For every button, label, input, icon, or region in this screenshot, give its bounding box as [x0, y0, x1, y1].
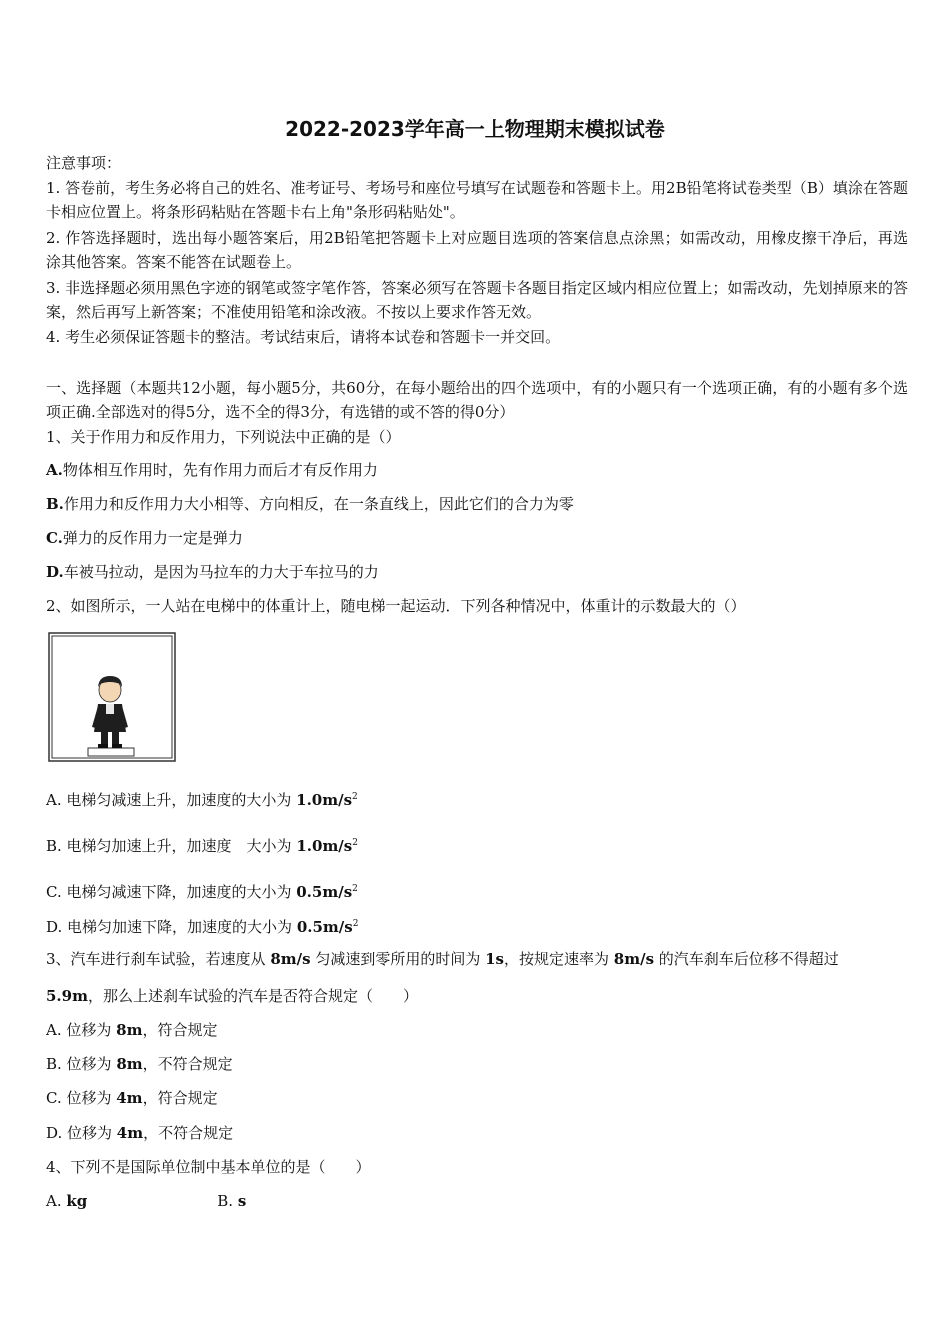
section-heading: 一、选择题（本题共12小题，每小题5分，共60分，在每小题给出的四个选项中，有的小题只有一个选项正确，有的小题有多个选项正确.全部选对的得5分，选不全的得3分，有选错的或不答的得0分）: [46, 379, 908, 421]
q2-option-b: [46, 832, 358, 857]
stem-text: 3、汽车进行刹车试验，若速度从: [46, 950, 271, 968]
option-exponent: 2: [352, 792, 358, 802]
q4-options-row: [46, 1190, 246, 1212]
elevator-figure: [48, 632, 176, 762]
option-text: B.: [217, 1192, 238, 1210]
option-value: 1.0m/s: [296, 791, 353, 809]
q2-stem: 2、如图所示，一人站在电梯中的体重计上，随电梯一起运动．下列各种情况中，体重计的示数最大的（）: [46, 597, 746, 615]
option-value: 8m: [116, 1021, 143, 1039]
option-letter: B.: [46, 495, 64, 513]
option-text: ，符合规定: [142, 1021, 218, 1039]
note-item-3: 3. 非选择题必须用黑色字迹的钢笔或签字笔作答，答案必须写在答题卡各题目指定区域内相应位置上；如需改动，先划掉原来的答案，然后再写上新答案；不准使用铅笔和涂改液。不按以上要求作答无效。: [46, 279, 908, 321]
stem-text: 匀减速到零所用的时间为: [310, 950, 486, 968]
q2-option-a: [46, 786, 358, 811]
option-text: 车被马拉动，是因为马拉车的力大于车拉马的力: [63, 563, 379, 581]
option-letter: D.: [46, 563, 64, 581]
option-text: D. 位移为: [46, 1124, 117, 1142]
option-exponent: 2: [352, 919, 359, 929]
option-letter: C.: [46, 529, 63, 547]
q1-option-a: [46, 459, 378, 481]
option-value: s: [237, 1192, 247, 1210]
option-text: D. 电梯匀加速下降，加速度的大小为: [46, 918, 297, 936]
q1-option-b: [46, 493, 574, 515]
elevator-scale-person-icon: [48, 632, 176, 762]
option-text: B. 位移为: [46, 1055, 117, 1073]
stem-value: 8m/s: [270, 950, 311, 968]
q3-option-d: [46, 1122, 233, 1144]
option-value: 8m: [116, 1055, 143, 1073]
option-text: 作用力和反作用力大小相等、方向相反，在一条直线上，因此它们的合力为零: [63, 495, 574, 513]
q3-stem-line1: [46, 948, 839, 970]
option-value: 4m: [116, 1124, 144, 1142]
notes-heading: 注意事项：: [46, 154, 122, 172]
q4-option-a: [46, 1192, 87, 1210]
q4-stem: 4、下列不是国际单位制中基本单位的是（ ）: [46, 1158, 371, 1176]
option-text: A. 电梯匀减速上升，加速度的大小为: [46, 791, 297, 809]
note-item-1: 1. 答卷前，考生务必将自己的姓名、准考证号、考场号和座位号填写在试题卷和答题卡上。用2B铅笔将试卷类型（B）填涂在答题卡相应位置上。将条形码粘贴在答题卡右上角"条形码粘贴处"。: [46, 179, 908, 221]
option-value: 0.5m/s: [296, 883, 353, 901]
option-value: 0.5m/s: [296, 918, 353, 936]
stem-value: 8m/s: [613, 950, 655, 968]
stem-text: ，那么上述刹车试验的汽车是否符合规定（ ）: [87, 987, 418, 1005]
note-item-4: 4. 考生必须保证答题卡的整洁。考试结束后，请将本试卷和答题卡一并交回。: [46, 328, 561, 346]
option-text: 物体相互作用时，先有作用力而后才有反作用力: [62, 461, 378, 479]
option-exponent: 2: [352, 884, 358, 894]
stem-text: 的汽车刹车后位移不得超过: [654, 950, 839, 968]
option-text: 弹力的反作用力一定是弹力: [62, 529, 243, 547]
option-value: kg: [66, 1192, 88, 1210]
option-text: C. 位移为: [46, 1089, 117, 1107]
stem-text: ，按规定速率为: [504, 950, 614, 968]
q3-option-c: [46, 1087, 218, 1109]
option-text: B. 电梯匀加速上升，加速度 大小为: [46, 837, 297, 855]
option-letter: A.: [46, 461, 63, 479]
q1-option-c: [46, 527, 243, 549]
option-text: ，符合规定: [142, 1089, 218, 1107]
q1-option-d: [46, 561, 379, 583]
note-item-2: 2. 作答选择题时，选出每小题答案后，用2B铅笔把答题卡上对应题目选项的答案信息点涂黑；如需改动，用橡皮擦干净后，再选涂其他答案。答案不能答在试题卷上。: [46, 229, 908, 271]
q3-option-b: [46, 1053, 233, 1075]
page-title: 2022-2023学年高一上物理期末模拟试卷: [285, 117, 665, 141]
option-text: A.: [46, 1192, 67, 1210]
option-value: 1.0m/s: [296, 837, 353, 855]
option-text: ，不符合规定: [142, 1055, 233, 1073]
option-text: A. 位移为: [46, 1021, 117, 1039]
option-value: 4m: [116, 1089, 143, 1107]
option-text: C. 电梯匀减速下降，加速度的大小为: [46, 883, 297, 901]
q3-stem-line2: [46, 985, 418, 1007]
option-exponent: 2: [352, 838, 358, 848]
option-text: ，不符合规定: [143, 1124, 234, 1142]
q3-option-a: [46, 1019, 217, 1041]
q1-stem: 1、关于作用力和反作用力，下列说法中正确的是（）: [46, 428, 401, 446]
q2-option-d: [46, 913, 358, 938]
q4-option-b: [217, 1192, 246, 1210]
q2-option-c: [46, 878, 358, 903]
stem-value: 5.9m: [46, 987, 88, 1005]
stem-value: 1s: [485, 950, 504, 968]
